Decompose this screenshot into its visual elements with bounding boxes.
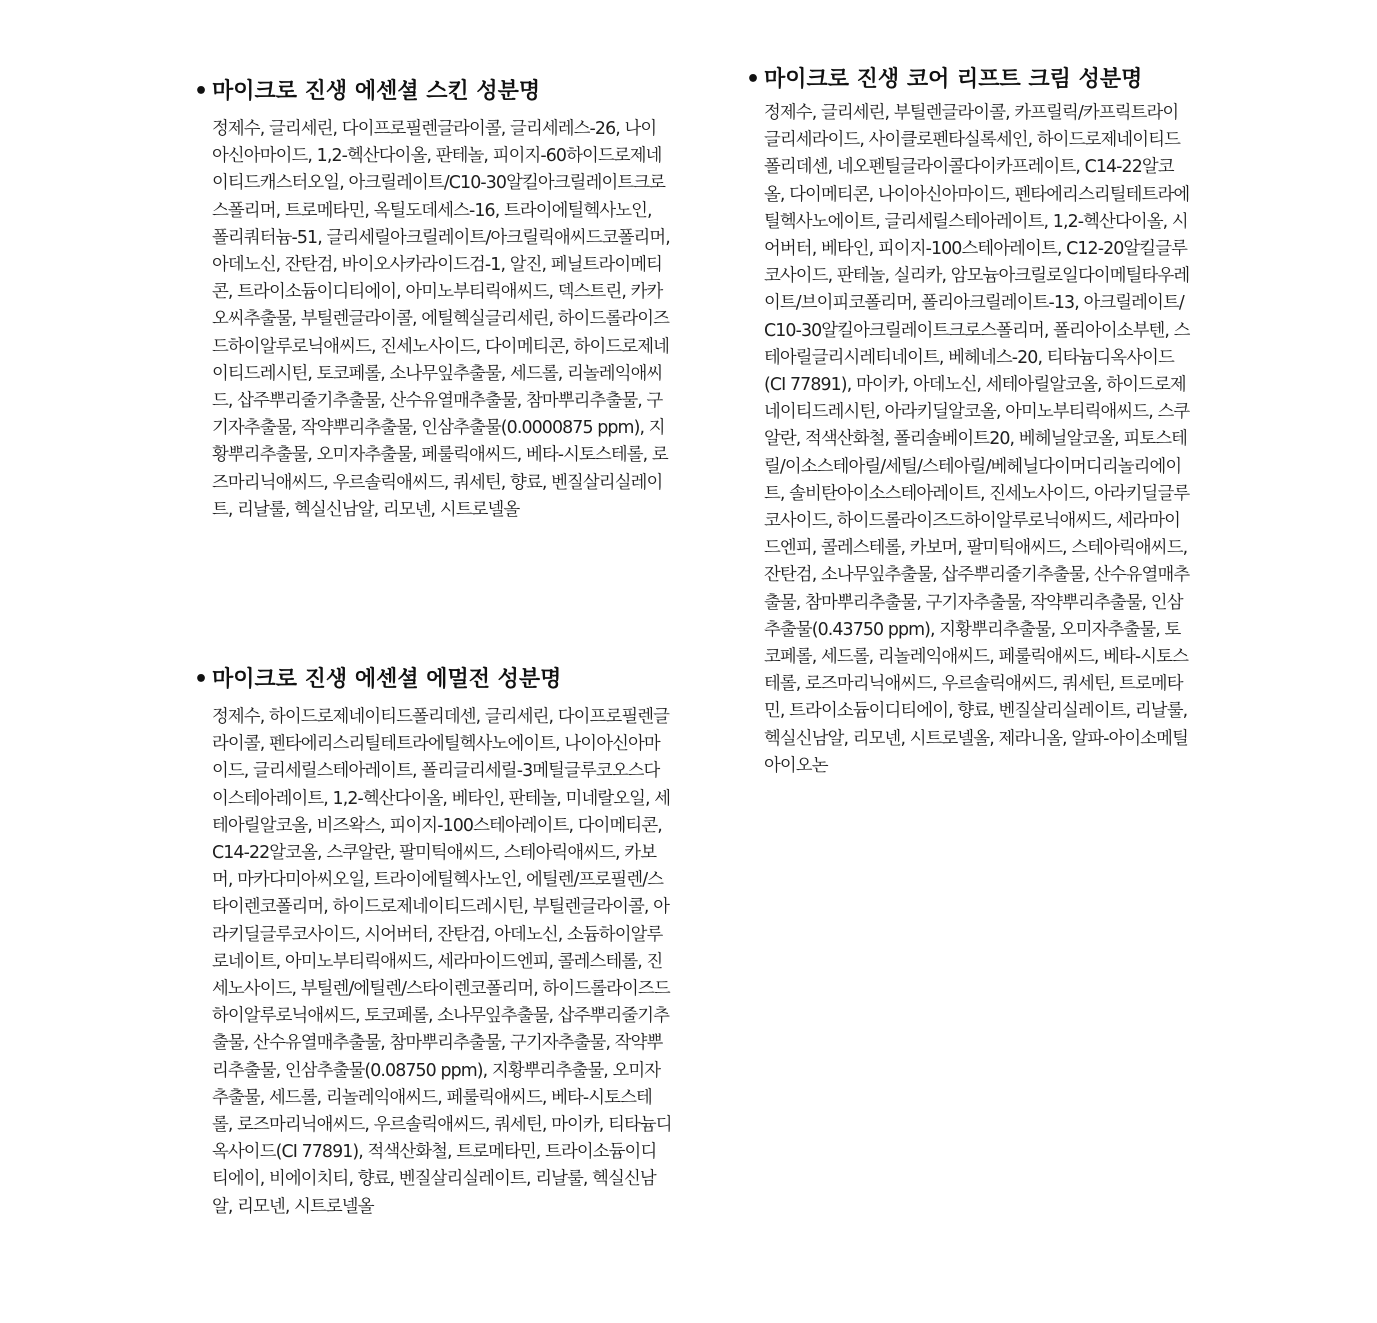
skin-ingredients-section bbox=[194, 78, 672, 524]
cream-ingredients-section bbox=[746, 66, 1192, 780]
skin-ingredient-list: 정제수, 글리세린, 다이프로필렌글라이콜, 글리세레스-26, 나이아신아마이드, 1,2-헥산다이올, 판테놀, 피이지-60하이드로제네이티드캐스터오일, 아크릴레이트/C10-30알킬아크릴레이트크로스폴리머, 트로메타민, 옥틸도데세스-16, 트라이에틸헥사노인, 폴리쿼터늄-51, 글리세릴아크릴레이트/아크릴릭애씨드코폴리머, 아데노신, 잔탄검, 바이오사카라이드검-1, 알진, 페닐트라이메티콘, 트라이소듐이디티에이, 아미노부티릭애씨드, 덱스트린, 카카오씨추출물, 부틸렌글라이콜, 에틸헥실글리세린, 하이드롤라이즈드하이알루로닉애씨드, 진세노사이드, 다이메티콘, 하이드로제네이티드레시틴, 토코페롤, 소나무잎추출물, 세드롤, 리놀레익애씨드, 삽주뿌리줄기추출물, 산수유열매추출물, 참마뿌리추출물, 구기자추출물, 작약뿌리추출물, 인삼추출물(0.0000875 ppm), 지황뿌리추출물, 오미자추출물, 페룰릭애씨드, 베타-시토스테롤, 로즈마리닉애씨드, 우르솔릭애씨드, 쿼세틴, 향료, 벤질살리실레이트, 리날룰, 헥실신남알, 리모넨, 시트로넬올 bbox=[212, 119, 670, 520]
emulsion-title-text: 마이크로 진생 에센셜 에멀전 성분명 bbox=[212, 667, 562, 692]
emulsion-ingredients-section bbox=[194, 666, 672, 1221]
skin-section-title bbox=[194, 78, 672, 106]
cream-section-title bbox=[746, 66, 1192, 94]
skin-title-text: 마이크로 진생 에센셜 스킨 성분명 bbox=[212, 79, 541, 104]
cream-title-text: 마이크로 진생 코어 리프트 크림 성분명 bbox=[764, 67, 1143, 92]
bullet-icon: • bbox=[746, 67, 761, 92]
cream-ingredient-list: 정제수, 글리세린, 부틸렌글라이콜, 카프릴릭/카프릭트라이글리세라이드, 사이클로펜타실록세인, 하이드로제네이티드폴리데센, 네오펜틸글라이콜다이카프레이트, C14-22알코올, 다이메티콘, 나이아신아마이드, 펜타에리스리틸테트라에틸헥사노에이트, 글리세릴스테아레이트, 1,2-헥산다이올, 시어버터, 베타인, 피이지-100스테아레이트, C12-20알킬글루코사이드, 판테놀, 실리카, 암모늄아크릴로일다이메틸타우레이트/브이피코폴리머, 폴리아크릴레이트-13, 아크릴레이트/C10-30알킬아크릴레이트크로스폴리머, 폴리아이소부텐, 스테아릴글리시레티네이트, 베헤네스-20, 티타늄디옥사이드(CI 77891), 마이카, 아데노신, 세테아릴알코올, 하이드로제네이티드레시틴, 아라키딜알코올, 아미노부티릭애씨드, 스쿠알란, 적색산화철, 폴리솔베이트20, 베헤닐알코올, 피토스테릴/이소스테아릴/세틸/스테아릴/베헤닐다이머디리놀리에이트, 솔비탄아이소스테아레이트, 진세노사이드, 아라키딜글루코사이드, 하이드롤라이즈드하이알루로닉애씨드, 세라마이드엔피, 콜레스테롤, 카보머, 팔미틱애씨드, 스테아릭애씨드, 잔탄검, 소나무잎추출물, 삽주뿌리줄기추출물, 산수유열매추출물, 참마뿌리추출물, 구기자추출물, 작약뿌리추출물, 인삼추출물(0.43750 ppm), 지황뿌리추출물, 오미자추출물, 토코페롤, 세드롤, 리놀레익애씨드, 페룰릭애씨드, 베타-시토스테롤, 로즈마리닉애씨드, 우르솔릭애씨드, 쿼세틴, 트로메타민, 트라이소듐이디티에이, 향료, 벤질살리실레이트, 리날룰, 헥실신남알, 리모넨, 시트로넬올, 제라니올, 알파-아이소메틸아이오논 bbox=[764, 103, 1190, 776]
bullet-icon: • bbox=[194, 79, 209, 104]
emulsion-ingredient-list: 정제수, 하이드로제네이티드폴리데센, 글리세린, 다이프로필렌글라이콜, 펜타에리스리틸테트라에틸헥사노에이트, 나이아신아마이드, 글리세릴스테아레이트, 폴리글리세릴-3메틸글루코오스다이스테아레이트, 1,2-헥산다이올, 베타인, 판테놀, 미네랄오일, 세테아릴알코올, 비즈왁스, 피이지-100스테아레이트, 다이메티콘, C14-22알코올, 스쿠알란, 팔미틱애씨드, 스테아릭애씨드, 카보머, 마카다미아씨오일, 트라이에틸헥사노인, 에틸렌/프로필렌/스타이렌코폴리머, 하이드로제네이티드레시틴, 부틸렌글라이콜, 아라키딜글루코사이드, 시어버터, 잔탄검, 아데노신, 소듐하이알루로네이트, 아미노부티릭애씨드, 세라마이드엔피, 콜레스테롤, 진세노사이드, 부틸렌/에틸렌/스타이렌코폴리머, 하이드롤라이즈드하이알루로닉애씨드, 토코페롤, 소나무잎추출물, 삽주뿌리줄기추출물, 산수유열매추출물, 참마뿌리추출물, 구기자추출물, 작약뿌리추출물, 인삼추출물(0.08750 ppm), 지황뿌리추출물, 오미자추출물, 세드롤, 리놀레익애씨드, 페룰릭애씨드, 베타-시토스테롤, 로즈마리닉애씨드, 우르솔릭애씨드, 쿼세틴, 마이카, 티타늄디옥사이드(CI 77891), 적색산화철, 트로메타민, 트라이소듐이디티에이, 비에이치티, 향료, 벤질살리실레이트, 리날룰, 헥실신남알, 리모넨, 시트로넬올 bbox=[212, 707, 672, 1217]
emulsion-section-title bbox=[194, 666, 672, 694]
bullet-icon: • bbox=[194, 667, 209, 692]
